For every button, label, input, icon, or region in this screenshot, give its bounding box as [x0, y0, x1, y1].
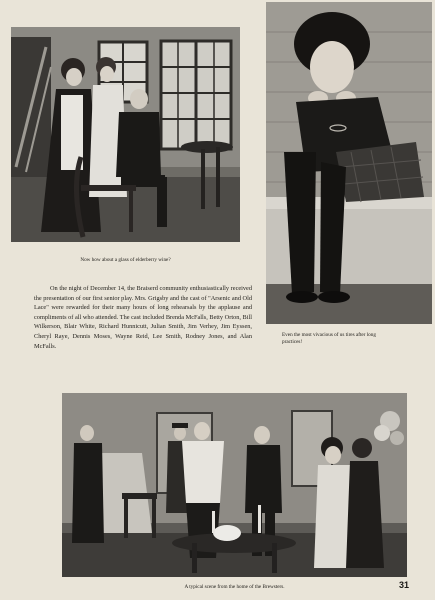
photo-brewsters-home-image — [62, 393, 407, 577]
page-number: 31 — [398, 580, 409, 590]
photo-elderberry-wine-image — [11, 27, 240, 242]
caption-elderberry-wine: Now how about a glass of elderberry wine? — [80, 257, 171, 263]
photo-elderberry-wine-scene — [11, 27, 240, 242]
photo-tired-student-image — [266, 2, 432, 324]
photo-brewsters-home-scene — [62, 393, 407, 577]
photo-tired-student — [266, 2, 432, 324]
article-paragraph: On the night of December 14, the Braiserd community enthusiastically received the presentation of our first senior play. Mrs. Grigsby and the cast of "Arsenic and Old Lace" were rewarded for their many hours of long rehearsals by the applause and compliments of all who attended. The cast included Brenda McFalls, Betty Orton, Bill Wilkerson, Blair White, Richard Hunnicutt, Julian Smith, Jim Verhey, Jim Eyssen, Cheryl Raye, Dennis Moses, Wayne Reid, Lee Smith, Rodney Jones, and Alan McFalls. — [34, 285, 252, 350]
caption-tired-student: Even the most vivacious of us tires after long practices! — [282, 332, 376, 345]
article-senior-play — [34, 284, 252, 351]
caption-brewsters-home: A typical scene from the home of the Brewsters. — [184, 584, 285, 590]
